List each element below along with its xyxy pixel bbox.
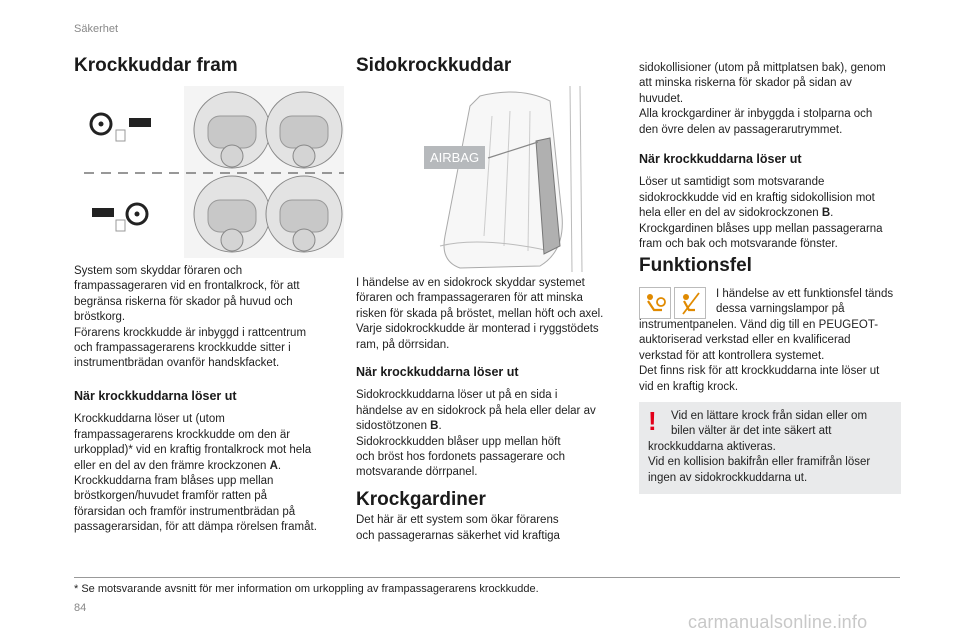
text-line: urkopplad)* vid en kraftig frontalkrock mot hela [74,444,312,457]
curtain-airbags [356,489,626,544]
warning-text [648,440,898,486]
text-line: instrumentbrädan ovanför handskfacket. [74,357,280,370]
text-line: Löser ut samtidigt som motsvarande [639,176,825,189]
text-line: Varje sidokrockkudde är monterad i ryggstödets [356,323,599,336]
text-line: verkstad för att kontrollera systemet. [639,349,825,362]
text-line: fram och bak och motsvarande fönster. [639,238,838,251]
text-line: dessa varningslampor på [716,303,845,316]
text-line: och frampassagerarens krockkudde sitter i [74,342,291,355]
text-line: Det finns risk för att krockkuddarna inte löser ut [639,365,880,378]
curtain-deploy [639,152,909,252]
steering-wheel-icon [92,204,147,231]
airbag-fault-icon [674,287,706,319]
zone-label: B [430,420,439,433]
text-line: bilen välter är det inte säkert att [671,425,832,438]
text-line: motsvarande dörrpanel. [356,466,478,479]
fault-text-top [716,287,906,318]
text-line: bröstkorg. [74,311,126,324]
warning-text-top [671,409,899,440]
subtitle-deploy: När krockkuddarna löser ut [74,389,237,403]
side-airbags-intro [356,276,626,353]
airbag-seat-icon [639,287,671,319]
text-line: att minska riskerna för skador på sidan av [639,77,852,90]
title-front-airbags: Krockkuddar fram [74,55,238,76]
text-line: Sidokrockkudden blåser upp mellan höft [356,435,561,448]
text-line: . [830,207,834,220]
text-line: och passagerarnas säkerhet vid kraftiga [356,529,560,542]
front-airbag-figure [74,86,344,258]
text-line: I händelse av ett funktionsfel tänds [716,288,894,300]
text-line: I händelse av en sidokrock skyddar systemet [356,277,585,289]
subtitle-deploy: När krockkuddarna löser ut [639,152,802,166]
section-label: Säkerhet [74,23,119,35]
text-line: händelse av en sidokrock på hela eller delar av [356,404,596,417]
head-airbag-top-right [266,92,342,168]
front-airbags-deploy [74,389,354,536]
footnote: * Se motsvarande avsnitt för mer information om urkoppling av frampassagerarens krockkudde. [74,583,539,595]
airbag-label: AIRBAG [424,146,485,169]
head-airbag-top-left [194,92,270,168]
text-line: Krockkuddarna löser ut (utom [74,413,225,426]
text-line: bröstkorgen/huvudet framför ratten på [74,490,268,503]
text-line: sidokollisioner (utom på mittplatsen bak), genom [639,62,886,74]
text-line: och bröst hos fordonets passagerare och [356,451,566,464]
text-line: sidokrockkudde vid en kraftig sidokollision mot [639,191,875,204]
text-line: föraren och frampassageraren för att minska [356,292,583,305]
text-line: begränsa riskerna för skador på huvud och [74,295,293,308]
title-side-airbags: Sidokrockkuddar [356,55,512,76]
text-line: Vid en kollision bakifrån eller framifrån löser [648,456,871,469]
text-line: vid en kraftig krock. [639,380,739,393]
text-line: hela eller en del av sidokrockzonen [639,207,822,220]
text-line: eller en del av den främre krockzonen [74,459,270,472]
text-line: . [438,420,442,433]
text-line: Förarens krockkudde är inbyggd i rattcentrum [74,326,307,339]
title-fault: Funktionsfel [639,255,752,276]
page-number: 84 [74,602,87,614]
text-line: krockkuddarna aktiveras. [648,441,776,453]
text-line: ram, på dörrsidan. [356,338,450,351]
zone-label: B [821,207,831,220]
footnote-divider [74,577,900,578]
title-curtain-airbags: Krockgardiner [356,489,486,510]
watermark: carmanualsonline.info [688,612,868,632]
text-line: Krockkuddarna fram blåses upp mellan [74,475,274,488]
text-line: risken för skada på bröstet, mellan höft och axel. [356,307,604,320]
front-airbags-intro [74,264,354,372]
text-line: förarsidan och framför instrumentbrädan på [74,505,296,518]
text-line: huvudet. [639,92,684,105]
column-side-airbags [356,55,626,76]
curtain-continued [639,61,909,138]
side-airbags-deploy [356,365,626,481]
text-line: Krockgardinen blåses upp mellan passagerarna [639,222,883,235]
side-airbag-seat-figure [420,86,590,272]
text-line: Alla krockgardiner är inbyggda i stolparna och [639,108,873,121]
text-line: ingen av sidokrockkuddarna ut. [648,471,808,484]
head-airbag-bottom-left [194,176,270,252]
text-line: frampassageraren vid en frontalkrock, för att [74,280,300,293]
text-line: passagerarsidan, för att dämpa rörelsen framåt. [74,521,317,534]
warning-exclamation-icon: ! [648,406,657,436]
text-line: Vid en lättare krock från sidan eller om [671,410,868,422]
steering-wheel-icon [91,114,151,141]
text-line: frampassagerarens krockkudde om den är [74,428,291,441]
text-line: sidostötzonen [356,420,431,433]
text-line: . [277,459,282,472]
zone-label: A [269,459,278,472]
text-line: instrumentpanelen. Vänd dig till en PEUGEOT- [639,319,879,331]
fault-text [639,318,909,395]
text-line: Det här är ett system som ökar förarens [356,514,559,527]
fault-section [639,255,909,276]
text-line: auktoriserad verkstad eller en kvalificerad [639,334,851,347]
text-line: Sidokrockkuddarna löser ut på en sida i [356,389,558,402]
head-airbag-bottom-right [266,176,342,252]
text-line: System som skyddar föraren och [74,265,243,277]
subtitle-deploy: När krockkuddarna löser ut [356,365,519,379]
column-front-airbags [74,55,344,76]
text-line: den övre delen av passagerarutrymmet. [639,123,843,136]
